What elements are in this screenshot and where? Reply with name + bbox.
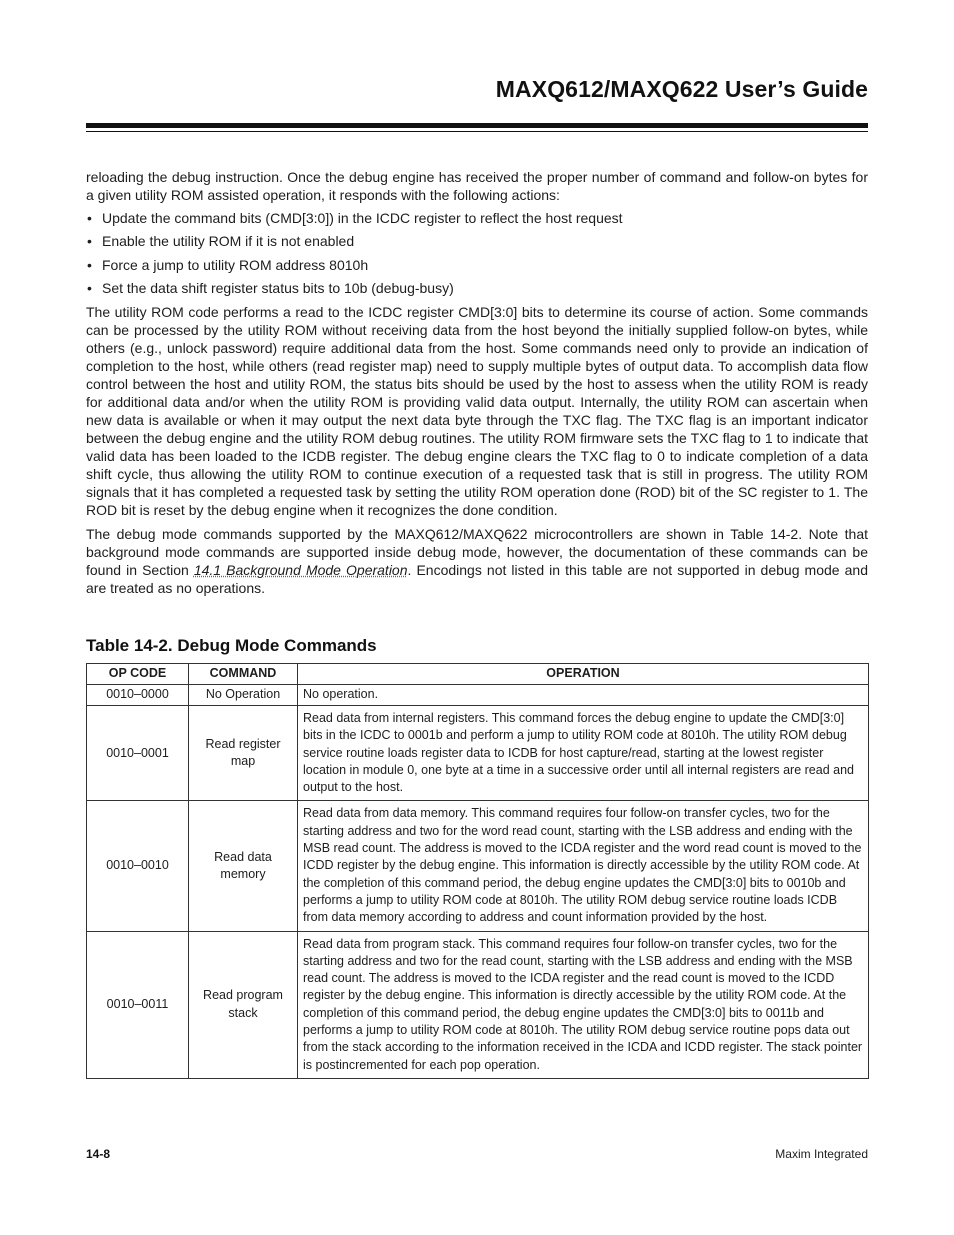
bullet-item xyxy=(86,209,868,227)
paragraph-text: The debug mode commands supported by the MAXQ612/MAXQ622 microcontrollers are shown in Table 14-2. Note that background mode commands are supported inside debug mode, however, the documentation of these commands can be found in Section xyxy=(86,525,868,578)
document-title: MAXQ612/MAXQ622 User’s Guide xyxy=(495,76,868,102)
table-row xyxy=(87,706,869,801)
column-header-command: COMMAND xyxy=(189,664,298,685)
bullet-text: Force a jump to utility ROM address 8010h xyxy=(102,256,369,273)
section-link[interactable]: 14.1 Background Mode Operation xyxy=(193,561,408,578)
column-header-operation: OPERATION xyxy=(298,664,869,685)
command-cell: Read register map xyxy=(189,706,298,801)
table-caption: Table 14-2. Debug Mode Commands xyxy=(86,636,377,655)
table-row xyxy=(87,801,869,931)
paragraph-continuation: reloading the debug instruction. Once the debug engine has received the proper number of command and follow-on bytes for a given utility ROM assisted operation, it responds with the following actions: xyxy=(86,169,868,203)
bullet-text: Set the data shift register status bits to 10b (debug-busy) xyxy=(102,280,454,297)
table-row xyxy=(87,685,869,706)
operation-cell: Read data from data memory. This command requires four follow-on transfer cycles, two for the starting address and two for the word read count, starting with the LSB address and ending with the MSB read count. The address is moved to the ICDA register and the word read count is moved to the ICDD register by the debug engine. This information is directly accessible by the utility ROM code. At the completion of this command period, the debug engine updates the CMD[3:0] bits to 0010b and performs a jump to utility ROM code at 8010h. The utility ROM debug service routine loads ICDB from data memory according to address and count information provided by the host. xyxy=(298,801,869,931)
body-text xyxy=(86,168,868,597)
action-bullet-list xyxy=(86,209,868,297)
header-rule-thin xyxy=(86,131,868,132)
opcode-cell: 0010–0000 xyxy=(87,685,189,706)
table-header-row xyxy=(87,664,869,685)
bullet-item xyxy=(86,232,868,250)
bullet-text: Enable the utility ROM if it is not enabled xyxy=(102,233,355,250)
debug-mode-commands-table xyxy=(86,663,869,1079)
command-cell: Read data memory xyxy=(189,801,298,931)
table-row xyxy=(87,931,869,1078)
bullet-text: Update the command bits (CMD[3:0]) in the ICDC register to reflect the host request xyxy=(102,210,623,226)
bullet-icon: • xyxy=(87,280,92,297)
bullet-item xyxy=(86,256,868,274)
command-cell: No Operation xyxy=(189,685,298,706)
opcode-cell: 0010–0010 xyxy=(87,801,189,931)
operation-cell: Read data from internal registers. This command forces the debug engine to update the CMD[3:0] bits in the ICDC to 0001b and perform a jump to utility ROM code at 8010h. The utility ROM debug service routine loads register data to ICDB for host capture/read, starting at the lowest register location in module 0, one byte at a time in a successive order until all internal registers are read and output to the host. xyxy=(298,706,869,801)
bullet-icon: • xyxy=(87,256,92,273)
page-number: 14-8 xyxy=(86,1147,111,1161)
column-header-opcode: OP CODE xyxy=(87,664,189,685)
opcode-cell: 0010–0001 xyxy=(87,706,189,801)
bullet-item xyxy=(86,279,868,297)
company-name: Maxim Integrated xyxy=(775,1147,868,1161)
opcode-cell: 0010–0011 xyxy=(87,931,189,1078)
bullet-icon: • xyxy=(87,233,92,250)
paragraph-text: . Encodings not listed in this table are not supported in debug mode and are treated as no operations. xyxy=(86,561,868,596)
command-cell: Read program stack xyxy=(189,931,298,1078)
paragraph-debug-modes xyxy=(86,525,868,597)
operation-cell: No operation. xyxy=(298,685,869,706)
bullet-icon: • xyxy=(87,210,92,226)
paragraph-utility-rom: The utility ROM code performs a read to the ICDC register CMD[3:0] bits to determine its course of action. Some commands can be processed by the utility ROM without receiving data from the host beyond the initially supplied follow-on bytes, while others (e.g., unlock password) require additional data from the host. Some commands need only to provide an indication of completion to the host, while others (read register map) need to supply multiple bytes of output data. To accomplish data flow control between the host and utility ROM, the status bits should be used by the host to assess when the utility ROM is ready for additional data and/or when the utility ROM is providing valid data output. Internally, the utility ROM can ascertain when new data is available or when it may output the next data byte through the TXC flag. The TXC flag is an important indicator between the debug engine and the utility ROM debug routines. The utility ROM firmware sets the TXC flag to 1 to indicate that valid data has been loaded to the ICDB register. The debug engine clears the TXC flag to 0 to indicate completion of a data shift cycle, thus allowing the utility ROM to continue execution of a requested task that is still in progress. The utility ROM signals that it has completed a requested task by setting the utility ROM operation done (ROD) bit of the SC register to 1. The ROD bit is reset by the debug engine when it recognizes the done condition. xyxy=(86,303,868,518)
header-rule-thick xyxy=(86,123,868,128)
operation-cell: Read data from program stack. This command requires four follow-on transfer cycles, two for the starting address and two for the read count, starting with the LSB address and ending with the MSB read count. The address is moved to the ICDA register and the read count is moved to the ICDD register by the debug engine. This information is directly accessible by the utility ROM code. At the completion of this command period, the debug engine updates the CMD[3:0] bits to 0011b and performs a jump to utility ROM code at 8010h. The utility ROM debug service routine pops data out from the stack according to the information received in the ICDA and ICDD register. The stack pointer is postincremented for each pop operation. xyxy=(298,931,869,1078)
